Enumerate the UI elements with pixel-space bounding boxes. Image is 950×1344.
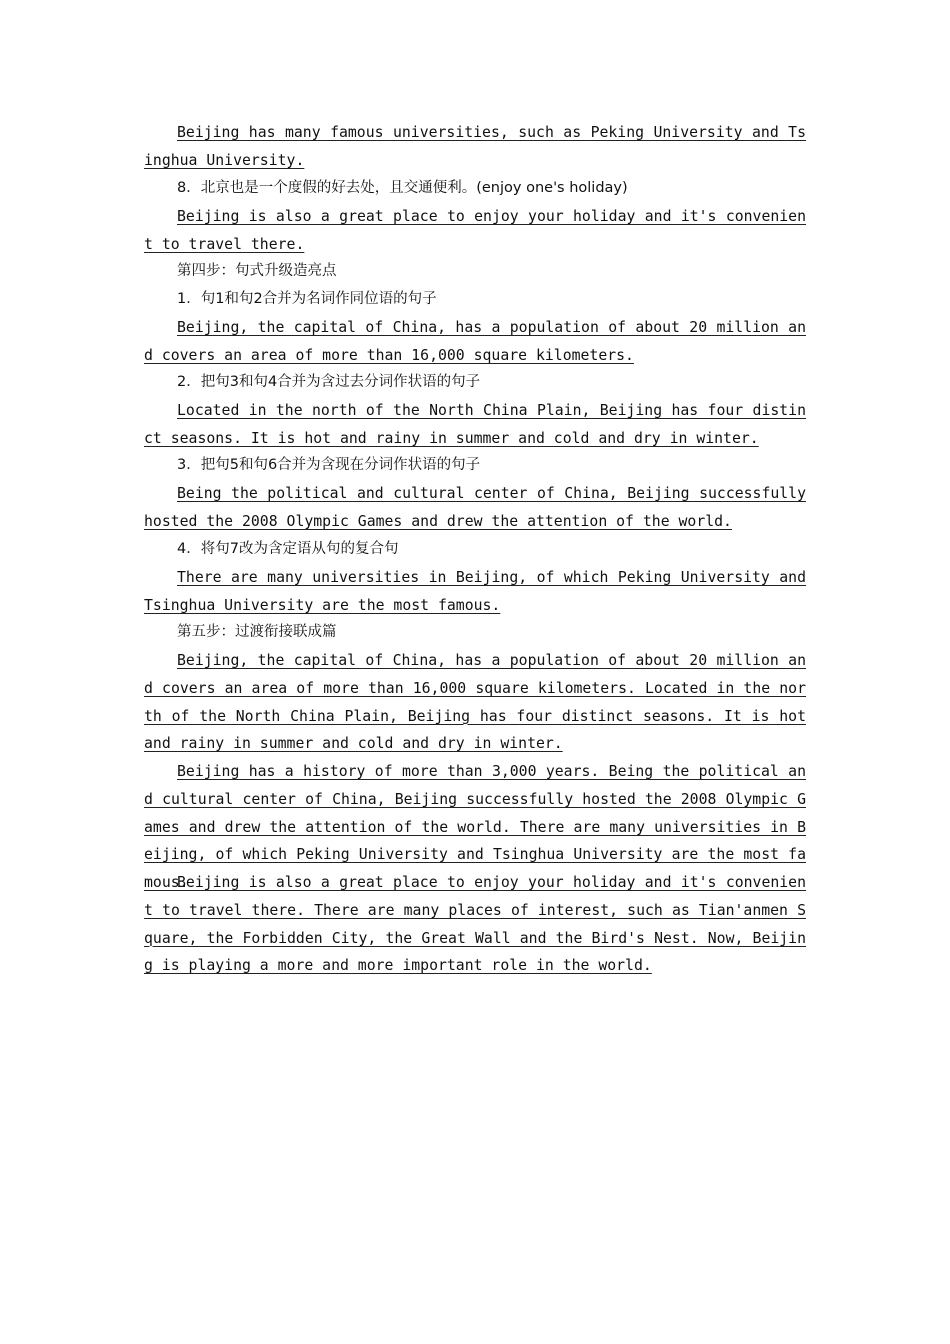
section-heading-step-5: 第五步：过渡衔接联成篇	[177, 624, 337, 640]
answer-text: Located in the north of the North China Plain, Beijing has four distinct seasons. It is hot and rainy in summer and cold and dry in winter.	[144, 402, 806, 447]
answer-step4-4	[144, 564, 806, 620]
answer-text: Beijing has many famous universities, such as Peking University and Tsinghua University.	[144, 124, 806, 169]
section-heading-step-4: 第四步：句式升级造亮点	[177, 263, 337, 279]
prompt-step4-1: 1．句1和句2合并为名词作同位语的句子	[177, 291, 437, 307]
prompt-step4-3: 3．把句5和句6合并为含现在分词作状语的句子	[177, 457, 481, 473]
answer-step4-3	[144, 480, 806, 536]
prompt-step4-4: 4．将句7改为含定语从句的复合句	[177, 541, 399, 557]
answer-step4-1	[144, 314, 806, 370]
answer-holiday	[144, 203, 806, 259]
essay-paragraph-3	[144, 869, 806, 980]
answer-step4-2	[144, 397, 806, 453]
answer-text: Being the political and cultural center of China, Beijing successfully hosted the 2008 Olympic Games and drew the attention of the world.	[144, 485, 806, 530]
answer-text: Beijing, the capital of China, has a population of about 20 million and covers an area of more than 16,000 square kilometers.	[144, 319, 806, 364]
prompt-8: 8．北京也是一个度假的好去处，且交通便利。(enjoy one's holiday)	[177, 180, 628, 196]
answer-text: Beijing is also a great place to enjoy your holiday and it's convenient to travel there.	[144, 208, 806, 253]
answer-text: There are many universities in Beijing, of which Peking University and Tsinghua University are the most famous.	[144, 569, 806, 614]
answer-text: Beijing has a history of more than 3,000 years. Being the political and cultural center of China, Beijing successfully hosted the 2008 Olympic Games and drew the attention of the world. There are many universities in Beijing, of which Peking University and Tsinghua University are the most famous.	[144, 763, 806, 892]
answer-text: Beijing, the capital of China, has a population of about 20 million and covers an area of more than 16,000 square kilometers. Located in the north of the North China Plain, Beijing has four distinct seasons. It is hot and rainy in summer and cold and dry in winter.	[144, 652, 806, 753]
answer-text: Beijing is also a great place to enjoy your holiday and it's convenient to travel there. There are many places of interest, such as Tian'anmen Square, the Forbidden City, the Great Wall and the Bird's Nest. Now, Beijing is playing a more and more important role in the world.	[144, 874, 806, 975]
essay-paragraph-1	[144, 647, 806, 758]
prompt-step4-2: 2．把句3和句4合并为含过去分词作状语的句子	[177, 374, 481, 390]
answer-universities	[144, 119, 806, 175]
